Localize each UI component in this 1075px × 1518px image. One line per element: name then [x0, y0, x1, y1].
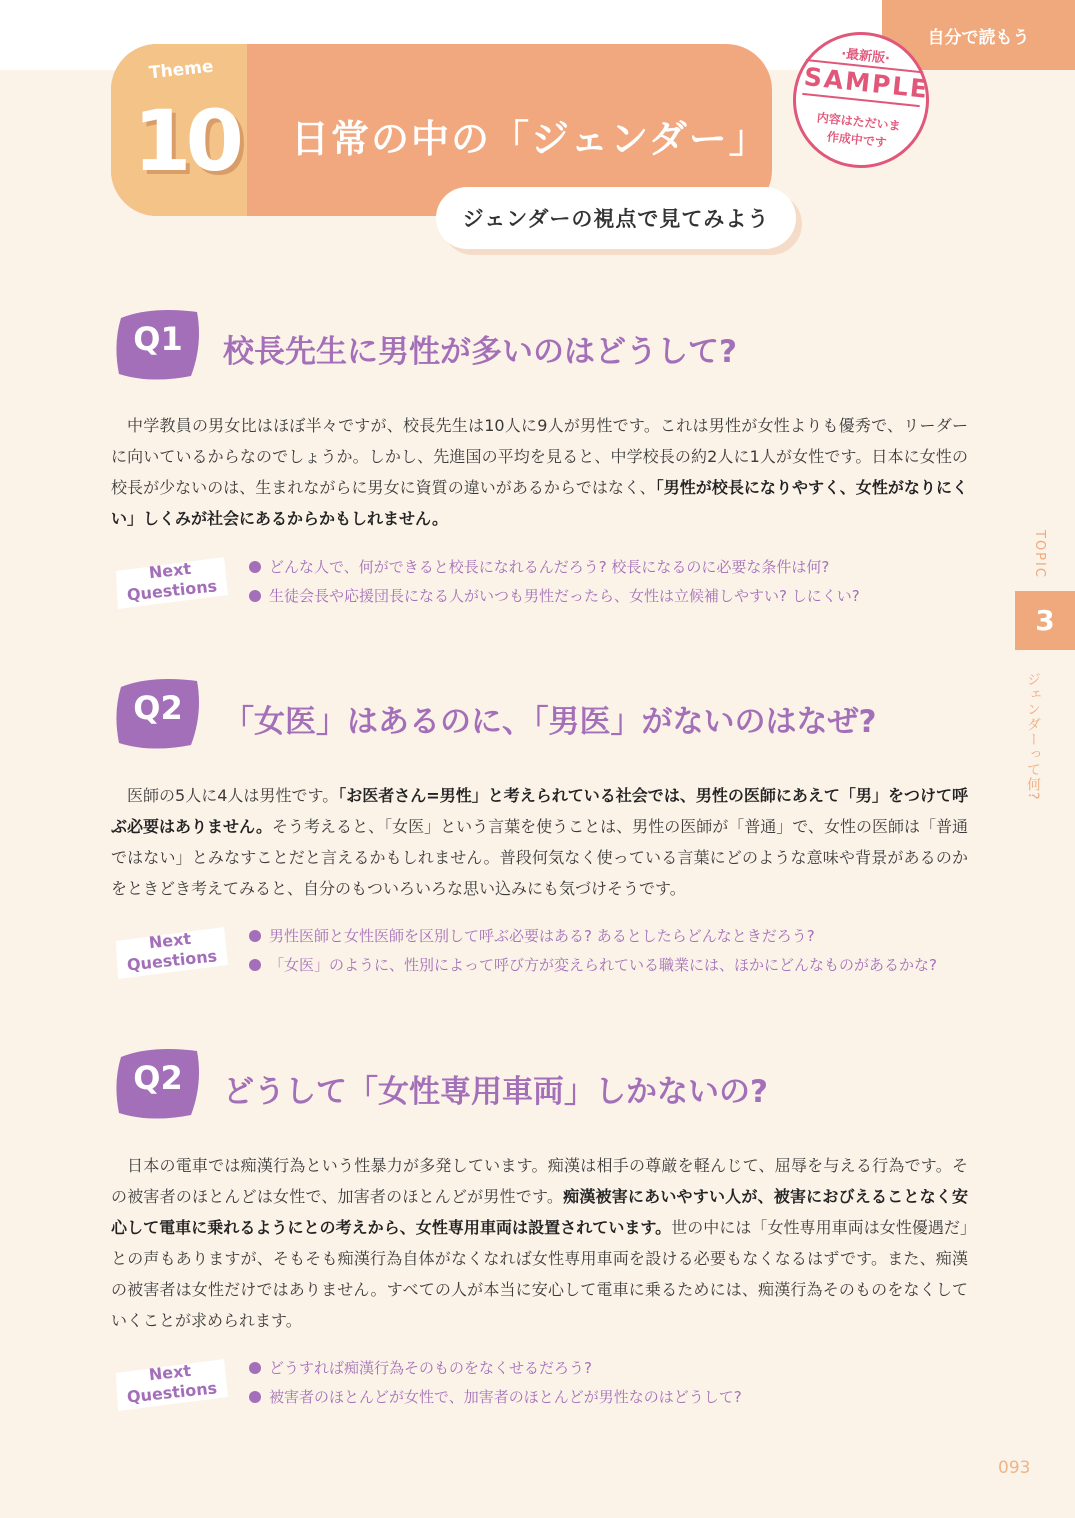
- section-tab: 自分で読もう: [882, 0, 1075, 70]
- q1-body: [111, 410, 968, 534]
- q2-body: [111, 780, 968, 904]
- theme-label: Theme: [148, 56, 215, 84]
- q1-body-bold: 「男性が校長になりやすく、女性がなりにくい」しくみが社会にあるからかもしれません。: [111, 478, 968, 528]
- q2-body-plain-a: 医師の5人に4人は男性です。: [127, 786, 339, 805]
- bullet-icon: [249, 1391, 261, 1403]
- next-question-text: どんな人で、何ができると校長になれるんだろう? 校長になるのに必要な条件は何?: [269, 558, 830, 576]
- q2-next-questions: [249, 922, 937, 980]
- page-number: 093: [998, 1458, 1031, 1478]
- stamp-main-text: SAMPLE: [802, 59, 923, 107]
- q3-body-plain-a: 日本の電車では痴漢行為という性暴力が多発しています。痴漢は相手の尊厳を軽んじて、屈辱を与える行為です。その被害者のほとんどは女性で、加害者のほとんどが男性です。: [111, 1156, 968, 1206]
- side-topic-title: ジェンダーって何?: [1025, 672, 1041, 801]
- q2-body-plain-b: そう考えると、「女医」という言葉を使うことは、男性の医師が「普通」で、女性の医師は「普通ではない」とみなすことだと言えるかもしれません。普段何気なく使っている言葉にどのような意味や背景があるのかをときどき考えてみると、自分のもついろいろな思い込みにも気づけそうです。: [111, 817, 968, 898]
- q2-title: 「女医」はあるのに、「男医」がないのはなぜ?: [223, 704, 877, 740]
- next-question-text: どうすれば痴漢行為そのものをなくせるだろう?: [269, 1359, 592, 1377]
- q3-next-questions: [249, 1354, 742, 1412]
- next-question-item: [249, 922, 937, 951]
- next-label-line1: Next: [147, 558, 192, 583]
- next-question-item: [249, 553, 860, 582]
- q2-next-questions-badge: [112, 925, 230, 981]
- q3-body-plain-b: 世の中には「女性専用車両は女性優遇だ」との声もありますが、そもそも痴漢行為自体がなくなれば女性専用車両を設ける必要もなくなるはずです。また、痴漢の被害者は女性だけではありません。すべての人が本当に安心して電車に乗るためには、痴漢行為そのものをなくしていくことが求められます。: [111, 1218, 968, 1330]
- q3-badge: [111, 1043, 205, 1121]
- next-question-text: 生徒会長や応援団長になる人がいつも男性だったら、女性は立候補しやすい? しにくい?: [269, 587, 860, 605]
- theme-title: 日常の中の「ジェンダー」: [291, 117, 769, 161]
- bullet-icon: [249, 959, 261, 971]
- next-label-line2: Questions: [126, 946, 218, 975]
- stamp-line-2: 作成中です: [826, 129, 888, 150]
- q2-body-bold: 「お医者さん=男性」と考えられている社会では、男性の医師にあえて「男」をつけて呼ぶ必要はありません。: [111, 786, 968, 836]
- q3-body-bold: 痴漢被害にあいやすい人が、被害におびえることなく安心して電車に乗れるようにとの考えから、女性専用車両は設置されています。: [111, 1187, 968, 1237]
- q3-title: どうして「女性専用車両」しかないの?: [223, 1074, 768, 1110]
- bullet-icon: [249, 1362, 261, 1374]
- next-label-line1: Next: [147, 1360, 192, 1385]
- stamp-line-1: 内容はただいま: [816, 110, 902, 134]
- q1-title: 校長先生に男性が多いのはどうして?: [223, 334, 737, 370]
- next-question-text: 男性医師と女性医師を区別して呼ぶ必要はある? あるとしたらどんなときだろう?: [269, 927, 815, 945]
- bullet-icon: [249, 590, 261, 602]
- q1-body-plain: 中学教員の男女比はほぼ半々ですが、校長先生は10人に9人が男性です。これは男性が女性よりも優秀で、リーダーに向いているからなのでしょうか。しかし、先進国の平均を見ると、中学校長の約2人に1人が女性です。日本に女性の校長が少ないのは、生まれながらに男女に資質の違いがあるからではなく、: [111, 416, 968, 497]
- q3-body: [111, 1150, 968, 1336]
- next-question-text: 被害者のほとんどが女性で、加害者のほとんどが男性なのはどうして?: [269, 1388, 742, 1406]
- next-question-item: [249, 1383, 742, 1412]
- next-question-text: 「女医」のように、性別によって呼び方が変えられている職業には、ほかにどんなものがあるかな?: [269, 956, 937, 974]
- bullet-icon: [249, 930, 261, 942]
- theme-number-box: [111, 44, 247, 216]
- theme-subtitle: ジェンダーの視点で見てみよう: [436, 187, 796, 249]
- side-topic-label: TOPIC: [1032, 530, 1047, 579]
- side-topic-number: 3: [1015, 591, 1075, 650]
- theme-number: 10: [133, 92, 238, 190]
- q1-next-questions-badge: [112, 555, 230, 611]
- q1-next-questions: [249, 553, 860, 611]
- q2-badge: [111, 673, 205, 751]
- next-label-line1: Next: [147, 928, 192, 953]
- next-question-item: [249, 582, 860, 611]
- next-label-line2: Questions: [126, 1378, 218, 1407]
- q3-next-questions-badge: [112, 1357, 230, 1413]
- q3-badge-label: Q2: [133, 1059, 183, 1097]
- stamp-top-text: ·最新版·: [840, 46, 891, 67]
- q2-badge-label: Q2: [133, 689, 183, 727]
- next-question-item: [249, 951, 937, 980]
- q1-badge-label: Q1: [133, 320, 183, 358]
- bullet-icon: [249, 561, 261, 573]
- q1-badge: [111, 304, 205, 382]
- stamp-bottom-text: [791, 106, 924, 155]
- next-question-item: [249, 1354, 742, 1383]
- next-label-line2: Questions: [126, 576, 218, 605]
